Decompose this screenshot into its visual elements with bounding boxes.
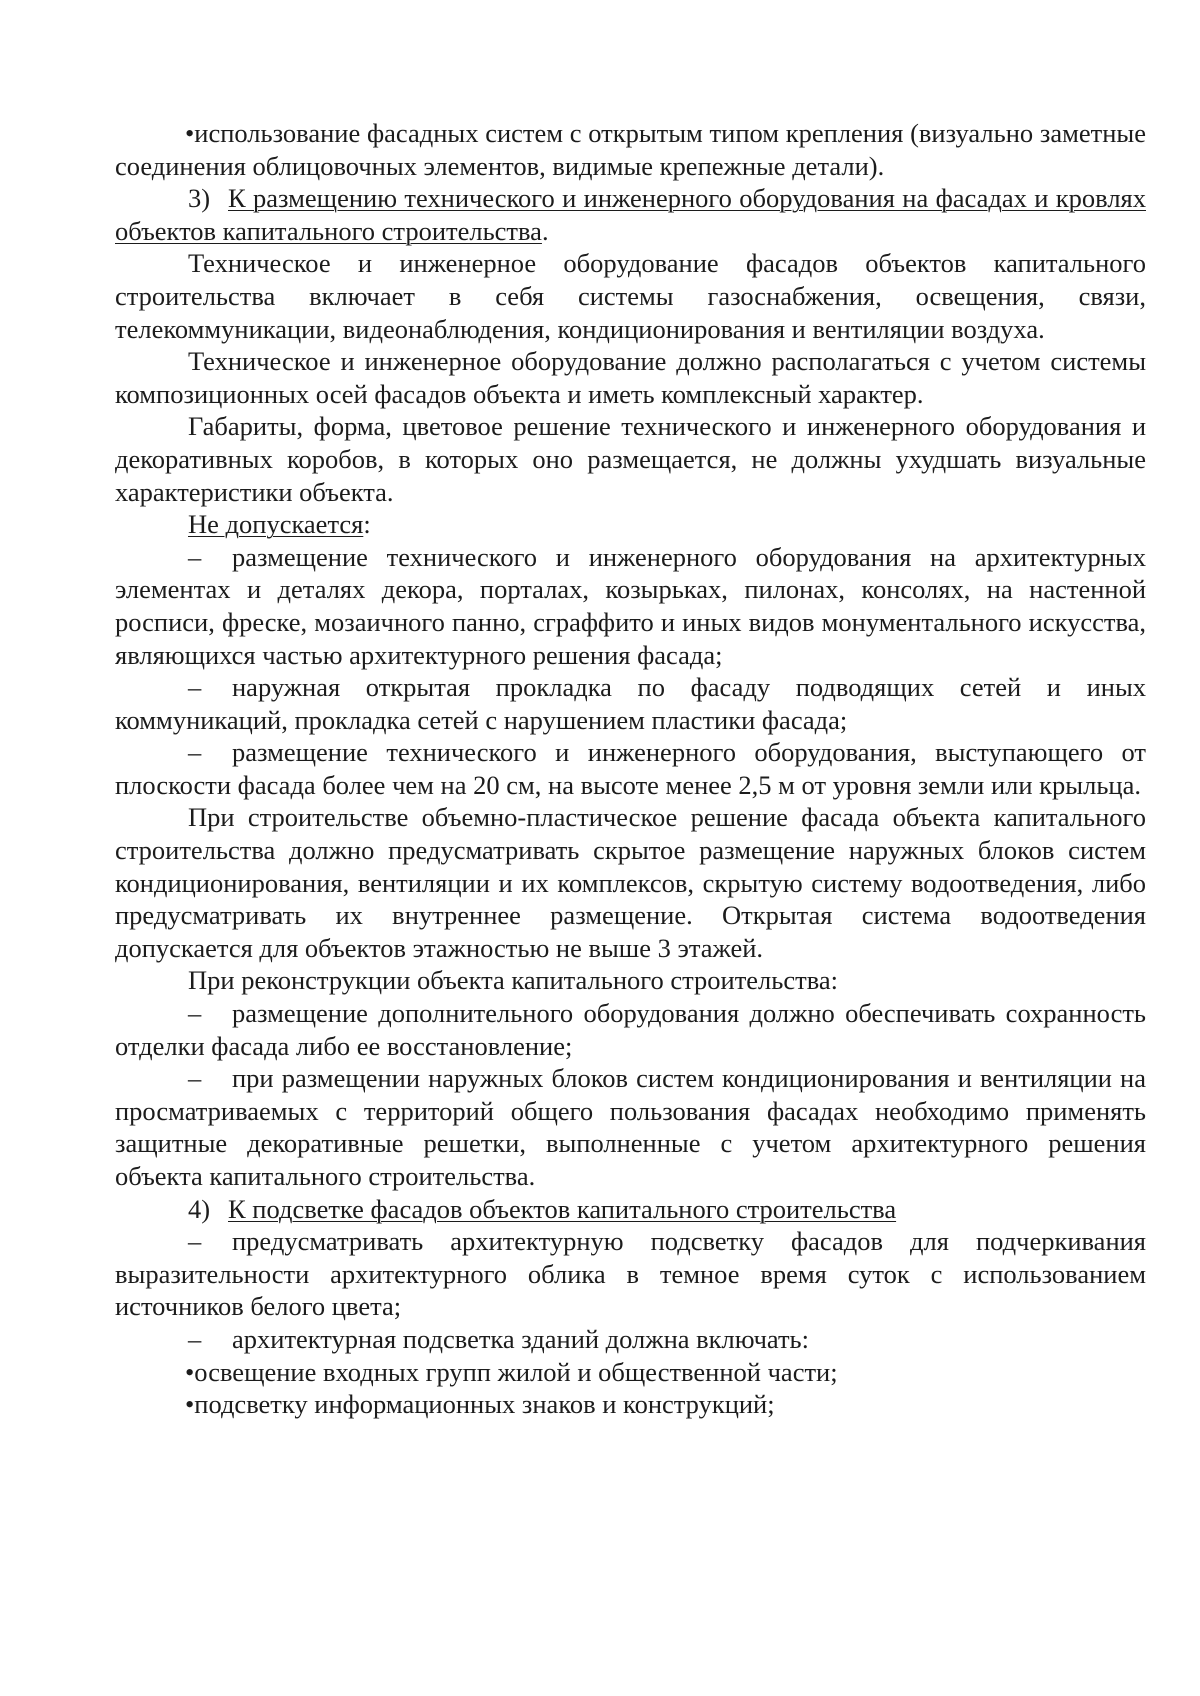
dash-item-text: размещение технического и инженерного оборудования, выступающего от плоскости фасада более чем на 20 см, на высоте менее 2,5 м от уровня земли или крыльца. [115, 737, 1146, 800]
paragraph-equipment-definition: Техническое и инженерное оборудование фасадов объектов капитального строительства включает в себя системы газоснабжения, освещения, связи, телекоммуникации, видеонаблюдения, кондиционирования и вентиляции воздуха. [115, 248, 1146, 344]
bullet-entrance-lighting: •освещение входных групп жилой и общественной части; [185, 1356, 838, 1387]
paragraph-equipment-dimensions: Габариты, форма, цветовое решение технического и инженерного оборудования и декоративных коробов, в которых оно размещается, не должны ухудшать визуальные характеристики объекта. [115, 411, 1146, 507]
dash-marker: – [188, 1323, 202, 1354]
dash-item-lighting-includes [115, 1323, 1146, 1356]
dash-item-text: архитектурная подсветка зданий должна включать: [232, 1323, 809, 1354]
dash-item-additional-equipment [115, 997, 1146, 1062]
section-number: 3) [188, 183, 211, 214]
dash-item-protruding-equipment [115, 736, 1146, 801]
document-page [115, 117, 1146, 1421]
dash-marker: – [188, 1063, 202, 1094]
dash-marker: – [188, 998, 202, 1029]
dash-marker: – [188, 737, 202, 768]
section-title: К подсветке фасадов объектов капитального строительства [228, 1193, 897, 1224]
dash-marker: – [188, 672, 202, 703]
bullet-sign-lighting: •подсветку информационных знаков и конструкций; [185, 1389, 775, 1420]
dash-marker: – [188, 1226, 202, 1257]
section-title: К размещению технического и инженерного оборудования на фасадах и кровлях объектов капитального строительства [115, 183, 1146, 246]
paragraph-construction-requirements: При строительстве объемно-пластическое решение фасада объекта капитального строительства должно предусматривать скрытое размещение наружных блоков систем кондиционирования, вентиляции и их комплексов, скрытую систему водоотведения, либо предусматривать их внутреннее размещение. Открытая система водоотведения допускается для объектов этажностью не выше 3 этажей. [115, 802, 1146, 963]
dash-item-text: размещение дополнительного оборудования должно обеспечивать сохранность отделки фасада либо ее восстановление; [115, 998, 1146, 1061]
dash-item-text: размещение технического и инженерного оборудования на архитектурных элементах и деталях декора, порталах, козырьках, пилонах, консолях, на настенной росписи, фреске, мозаичного панно, сграффито и иных видов монументального искусства, являющихся частью архитектурного решения фасада; [115, 541, 1146, 670]
dash-marker: – [188, 541, 202, 572]
section-number: 4) [188, 1193, 211, 1224]
dash-item-text: при размещении наружных блоков систем кондиционирования и вентиляции на просматриваемых с территорий общего пользования фасадах необходимо применять защитные декоративные решетки, выполненные с учетом архитектурного решения объекта капитального строительства. [115, 1063, 1146, 1191]
not-allowed-label: Не допускается [188, 509, 364, 540]
dash-item-open-wiring [115, 671, 1146, 736]
section-title-tail: . [541, 215, 549, 246]
dash-item-protective-grilles [115, 1062, 1146, 1192]
dash-item-text: предусматривать архитектурную подсветку фасадов для подчеркивания выразительности архитектурного облика в темное время суток с использованием источников белого цвета; [115, 1226, 1146, 1322]
section-4-heading [115, 1193, 1146, 1226]
not-allowed-colon: : [363, 509, 371, 540]
dash-item-architectural-lighting [115, 1225, 1146, 1323]
section-3-heading [115, 182, 1146, 247]
paragraph-reconstruction-intro: При реконструкции объекта капитального строительства: [188, 965, 838, 996]
bullet-paragraph-facade-systems: •использование фасадных систем с открытым типом крепления (визуально заметные соединения облицовочных элементов, видимые крепежные детали). [115, 118, 1146, 181]
paragraph-equipment-placement: Техническое и инженерное оборудование должно располагаться с учетом системы композиционных осей фасадов объекта и иметь комплексный характер. [115, 346, 1146, 409]
not-allowed-heading [115, 508, 1146, 541]
dash-item-text: наружная открытая прокладка по фасаду подводящих сетей и иных коммуникаций, прокладка сетей с нарушением пластики фасада; [115, 672, 1146, 735]
dash-item-decor-placement [115, 541, 1146, 671]
